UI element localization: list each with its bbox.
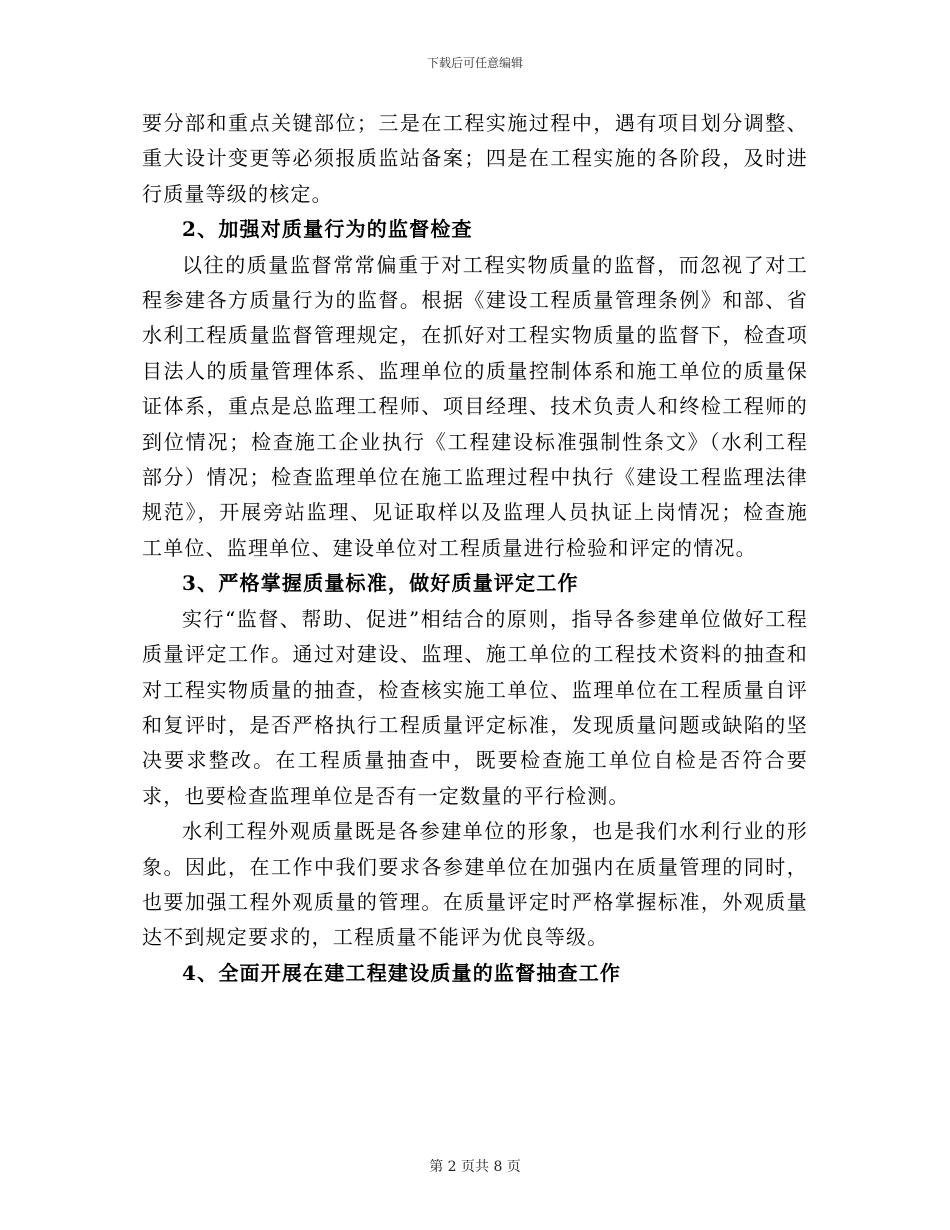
page-number: 第 2 页共 8 页 xyxy=(429,1159,521,1175)
paragraph: 以往的质量监督常常偏重于对工程实物质量的监督，而忽视了对工程参建各方质量行为的监督。根据《建设工程质量管理条例》和部、省水利工程质量监督管理规定，在抓好对工程实物质量的监督下，检查项目法人的质量管理体系、监理单位的质量控制体系和施工单位的质量保证体系，重点是总监理工程师、项目经理、技术负责人和终检工程师的到位情况；检查施工企业执行《工程建设标准强制性条文》（水利工程部分）情况；检查监理单位在施工监理过程中执行《建设工程监理法律规范》，开展旁站监理、见证取样以及监理人员执证上岗情况；检查施工单位、监理单位、建设单位对工程质量进行检验和评定的情况。 xyxy=(142,252,808,560)
section-heading: 2、加强对质量行为的监督检查 xyxy=(182,217,473,242)
paragraph: 水利工程外观质量既是各参建单位的形象，也是我们水利行业的形象。因此，在工作中我们要求各参建单位在加强内在质量管理的同时，也要加强工程外观质量的管理。在质量评定时严格掌握标准，外观质量达不到规定要求的，工程质量不能评为优良等级。 xyxy=(142,819,808,950)
header-note: 下载后可任意编辑 xyxy=(426,56,523,70)
section-heading: 3、严格掌握质量标准，做好质量评定工作 xyxy=(182,571,579,596)
paragraph: 实行“监督、帮助、促进”相结合的原则，指导各参建单位做好工程质量评定工作。通过对建设、监理、施工单位的工程技术资料的抽查和对工程实物质量的抽查，检查核实施工单位、监理单位在工程质量自评和复评时，是否严格执行工程质量评定标准，发现质量问题或缺陷的坚决要求整改。在工程质量抽查中，既要检查施工单位自检是否符合要求，也要检查监理单位是否有一定数量的平行检测。 xyxy=(142,606,808,808)
paragraph: 要分部和重点关键部位；三是在工程实施过程中，遇有项目划分调整、重大设计变更等必须报质监站备案；四是在工程实施的各阶段，及时进行质量等级的核定。 xyxy=(142,111,808,206)
document-body xyxy=(142,106,808,991)
section-heading: 4、全面开展在建工程建设质量的监督抽查工作 xyxy=(182,960,622,985)
